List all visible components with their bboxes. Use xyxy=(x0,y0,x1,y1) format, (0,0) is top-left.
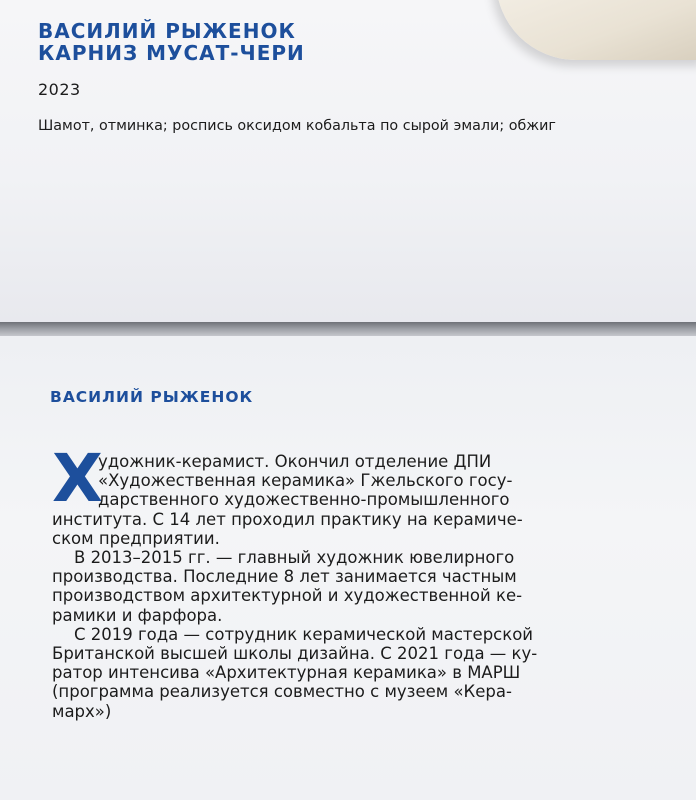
drop-cap: Х xyxy=(52,440,103,517)
bio-line: (программа реализуется совместно с музеем «Кера- xyxy=(52,682,512,702)
bio-line: производством архитектурной и художественной ке- xyxy=(52,586,523,606)
bio-line: удожник-керамист. Окончил отделение ДПИ xyxy=(98,452,492,471)
bio-line: ратор интенсива «Архитектурная керамика» в МАРШ xyxy=(52,663,521,683)
bio-line: ском предприятии. xyxy=(52,528,220,548)
artwork-year: 2023 xyxy=(38,80,81,99)
artwork-title: КАРНИЗ МУСАТ-ЧЕРИ xyxy=(38,41,305,65)
artist-name-heading: ВАСИЛИЙ РЫЖЕНОК xyxy=(38,19,296,43)
bio-line: В 2013–2015 гг. — главный художник ювелирного xyxy=(74,548,515,568)
panel-divider xyxy=(0,322,696,336)
bio-line: производства. Последние 8 лет занимается частным xyxy=(52,567,517,587)
bio-line: дарственного художественно-промышленного xyxy=(98,490,510,510)
bio-line: С 2019 года — сотрудник керамической мастерской xyxy=(74,624,534,644)
bio-line: «Художественная керамика» Гжельского госу- xyxy=(98,471,513,491)
bio-line: марх») xyxy=(52,701,112,721)
bio-line: Британской высшей школы дизайна. С 2021 года — ку- xyxy=(52,644,538,664)
bio-line: рамики и фарфора. xyxy=(52,605,223,625)
biography-text xyxy=(52,452,672,721)
bio-artist-name: ВАСИЛИЙ РЫЖЕНОК xyxy=(50,388,254,406)
artwork-materials: Шамот, отминка; роспись оксидом кобальта по сырой эмали; обжиг xyxy=(38,118,556,134)
bio-line: института. С 14 лет проходил практику на керамиче- xyxy=(52,509,523,529)
